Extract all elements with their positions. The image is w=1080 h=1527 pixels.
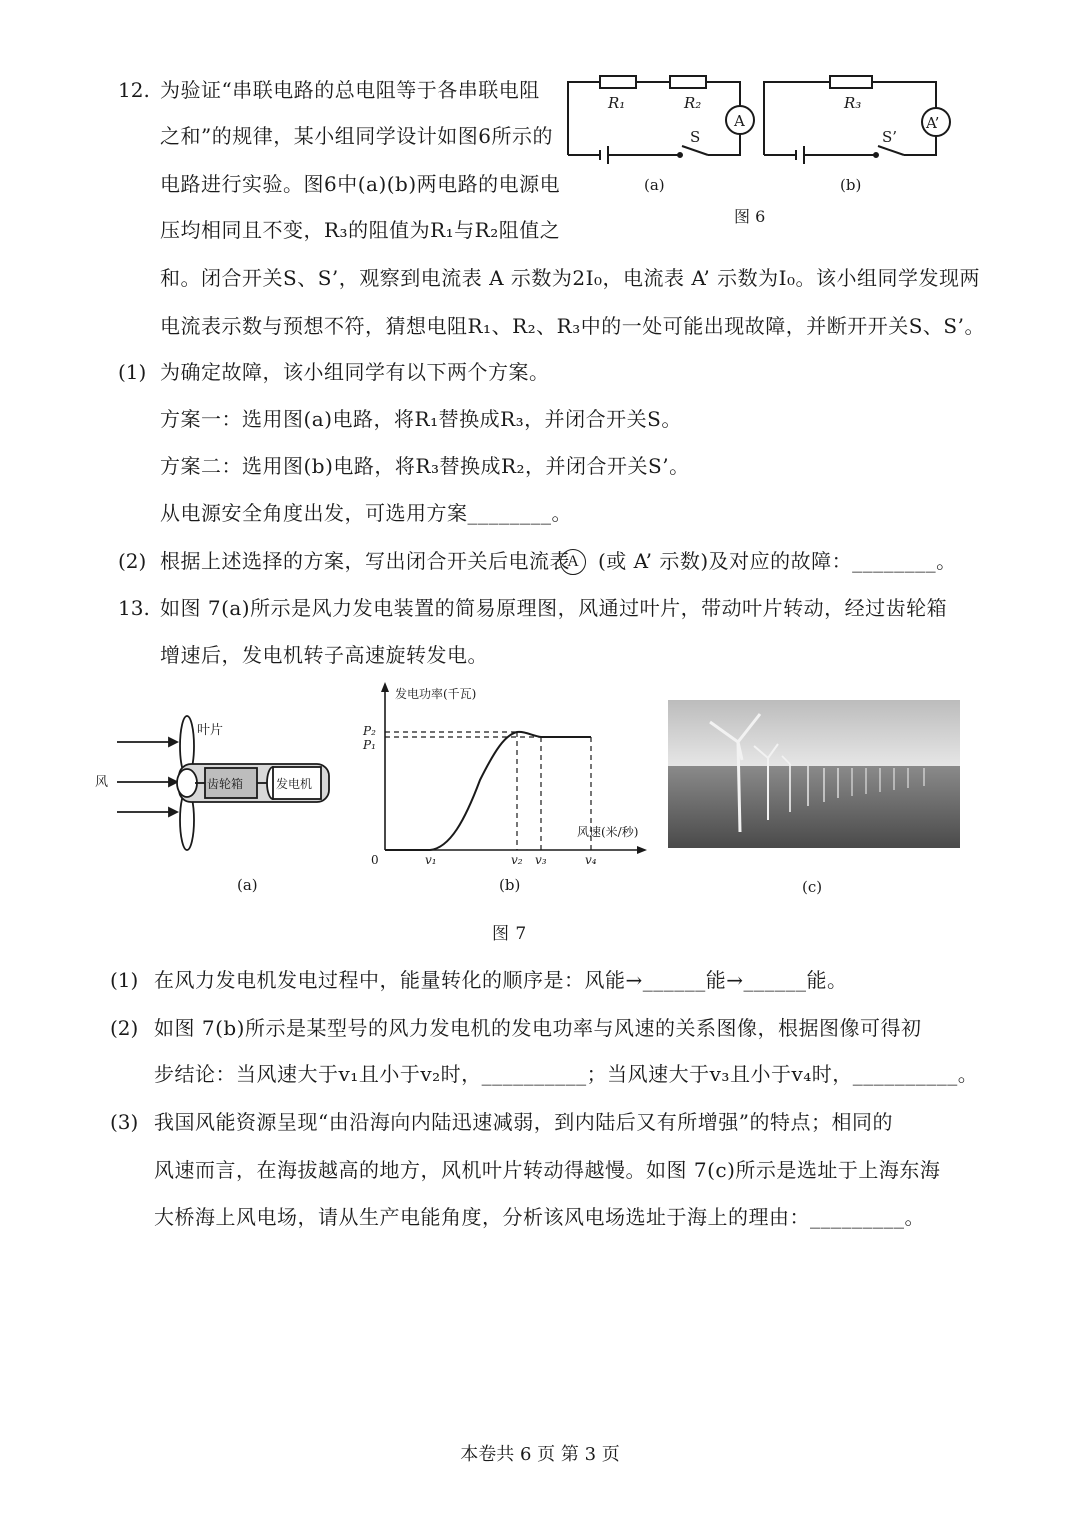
fig6-label-a: (a) bbox=[644, 176, 665, 194]
tick-p1: P₁ bbox=[363, 738, 376, 752]
label-wind: 风 bbox=[95, 775, 109, 790]
label-s-prime: S’ bbox=[882, 128, 898, 146]
question-12-number: 12. bbox=[118, 78, 150, 102]
label-gearbox: 齿轮箱 bbox=[207, 777, 244, 791]
q12-line-1: 为验证“串联电路的总电阻等于各串联电阻 bbox=[160, 78, 540, 102]
q12-sub2-line-b: (或 A’ 示数)及对应的故障：________。 bbox=[598, 549, 957, 573]
label-ammeter-a-prime: A’ bbox=[926, 114, 940, 132]
label-ammeter-a: A bbox=[734, 112, 745, 130]
resistor-r2 bbox=[670, 76, 706, 88]
resistor-r1 bbox=[600, 76, 636, 88]
q13-sub2-line-b: 步结论：当风速大于v₁且小于v₂时，__________；当风速大于v₃且小于v₄时，__________。 bbox=[154, 1062, 979, 1086]
q12-line-6: 电流表示数与预想不符，猜想电阻R₁、R₂、R₃中的一处可能出现故障，并断开开关S、S’。 bbox=[160, 314, 985, 338]
q12-sub2-line-a: 根据上述选择的方案，写出闭合开关后电流表 bbox=[160, 549, 570, 573]
switch-s-prime bbox=[878, 146, 904, 155]
question-13-number: 13. bbox=[118, 596, 150, 620]
tick-v4: v₄ bbox=[585, 853, 597, 867]
power-curve bbox=[385, 732, 591, 850]
q12-line-2: 之和”的规律，某小组同学设计如图6所示的 bbox=[160, 124, 553, 148]
q13-sub3-line-b: 风速而言，在海拔越高的地方，风机叶片转动得越慢。如图 7(c)所示是选址于上海东海 bbox=[154, 1158, 941, 1182]
q12-sub1-line-4: 从电源安全角度出发，可选用方案________。 bbox=[160, 501, 572, 525]
q12-sub2-number: (2) bbox=[118, 549, 147, 573]
fig7-label-c: (c) bbox=[802, 878, 823, 896]
resistor-r3 bbox=[830, 76, 872, 88]
ammeter-a-circle-icon: A bbox=[560, 549, 586, 575]
x-axis-label: 风速(米/秒) bbox=[577, 825, 639, 839]
fig7-label-a: (a) bbox=[237, 876, 258, 894]
q13-sub3-line-a: 我国风能资源呈现“由沿海向内陆迅速减弱，到内陆后又有所增强”的特点；相同的 bbox=[154, 1110, 893, 1134]
q13-sub1-text: 在风力发电机发电过程中，能量转化的顺序是：风能→______能→______能。 bbox=[154, 968, 848, 992]
tick-v3: v₃ bbox=[535, 853, 547, 867]
label-generator: 发电机 bbox=[276, 777, 313, 791]
figure-7b-power-curve bbox=[355, 680, 655, 895]
q13-line-2: 增速后，发电机转子高速旋转发电。 bbox=[160, 643, 488, 667]
q13-sub3-number: (3) bbox=[110, 1110, 139, 1134]
q13-sub1-number: (1) bbox=[110, 968, 139, 992]
y-axis-label: 发电功率(千瓦) bbox=[395, 687, 477, 701]
fig7-label-b: (b) bbox=[499, 876, 521, 894]
tick-v2: v₂ bbox=[511, 853, 523, 867]
switch-s bbox=[682, 146, 708, 155]
fig7-caption: 图 7 bbox=[492, 924, 527, 944]
tick-v1: v₁ bbox=[425, 853, 437, 867]
label-r2: R₂ bbox=[684, 94, 702, 112]
label-r3: R₃ bbox=[844, 94, 862, 112]
origin-label: 0 bbox=[371, 853, 379, 867]
page-footer: 本卷共 6 页 第 3 页 bbox=[460, 1444, 620, 1465]
figure-6-circuits bbox=[560, 70, 970, 240]
q12-line-4: 压均相同且不变，R₃的阻值为R₁与R₂阻值之 bbox=[160, 218, 561, 242]
fig6-caption: 图 6 bbox=[734, 207, 766, 226]
q12-sub1-line-3: 方案二：选用图(b)电路，将R₃替换成R₂，并闭合开关S’。 bbox=[160, 454, 690, 478]
tick-p2: P₂ bbox=[363, 724, 376, 738]
q13-sub3-line-c: 大桥海上风电场，请从生产电能角度，分析该风电场选址于海上的理由：_________。 bbox=[154, 1205, 925, 1229]
fig6-label-b: (b) bbox=[840, 176, 862, 194]
figure-7c-wind-farm-photo bbox=[668, 700, 960, 900]
q12-line-5: 和。闭合开关S、S’，观察到电流表 A 示数为2I₀，电流表 A’ 示数为I₀。该小组同学发现两 bbox=[160, 266, 981, 290]
q12-line-3: 电路进行实验。图6中(a)(b)两电路的电源电 bbox=[160, 172, 561, 196]
q13-sub2-number: (2) bbox=[110, 1016, 139, 1040]
figure-7a-turbine-diagram bbox=[95, 712, 345, 902]
q12-sub1-line-2: 方案一：选用图(a)电路，将R₁替换成R₃，并闭合开关S。 bbox=[160, 407, 682, 431]
label-blade: 叶片 bbox=[197, 723, 224, 738]
q12-sub1-number: (1) bbox=[118, 360, 147, 384]
label-r1: R₁ bbox=[608, 94, 626, 112]
q12-sub1-line-1: 为确定故障，该小组同学有以下两个方案。 bbox=[160, 360, 550, 384]
q13-sub2-line-a: 如图 7(b)所示是某型号的风力发电机的发电功率与风速的关系图像，根据图像可得初 bbox=[154, 1016, 922, 1040]
label-s: S bbox=[690, 128, 701, 146]
q13-line-1: 如图 7(a)所示是风力发电装置的简易原理图，风通过叶片，带动叶片转动，经过齿轮箱 bbox=[160, 596, 948, 620]
